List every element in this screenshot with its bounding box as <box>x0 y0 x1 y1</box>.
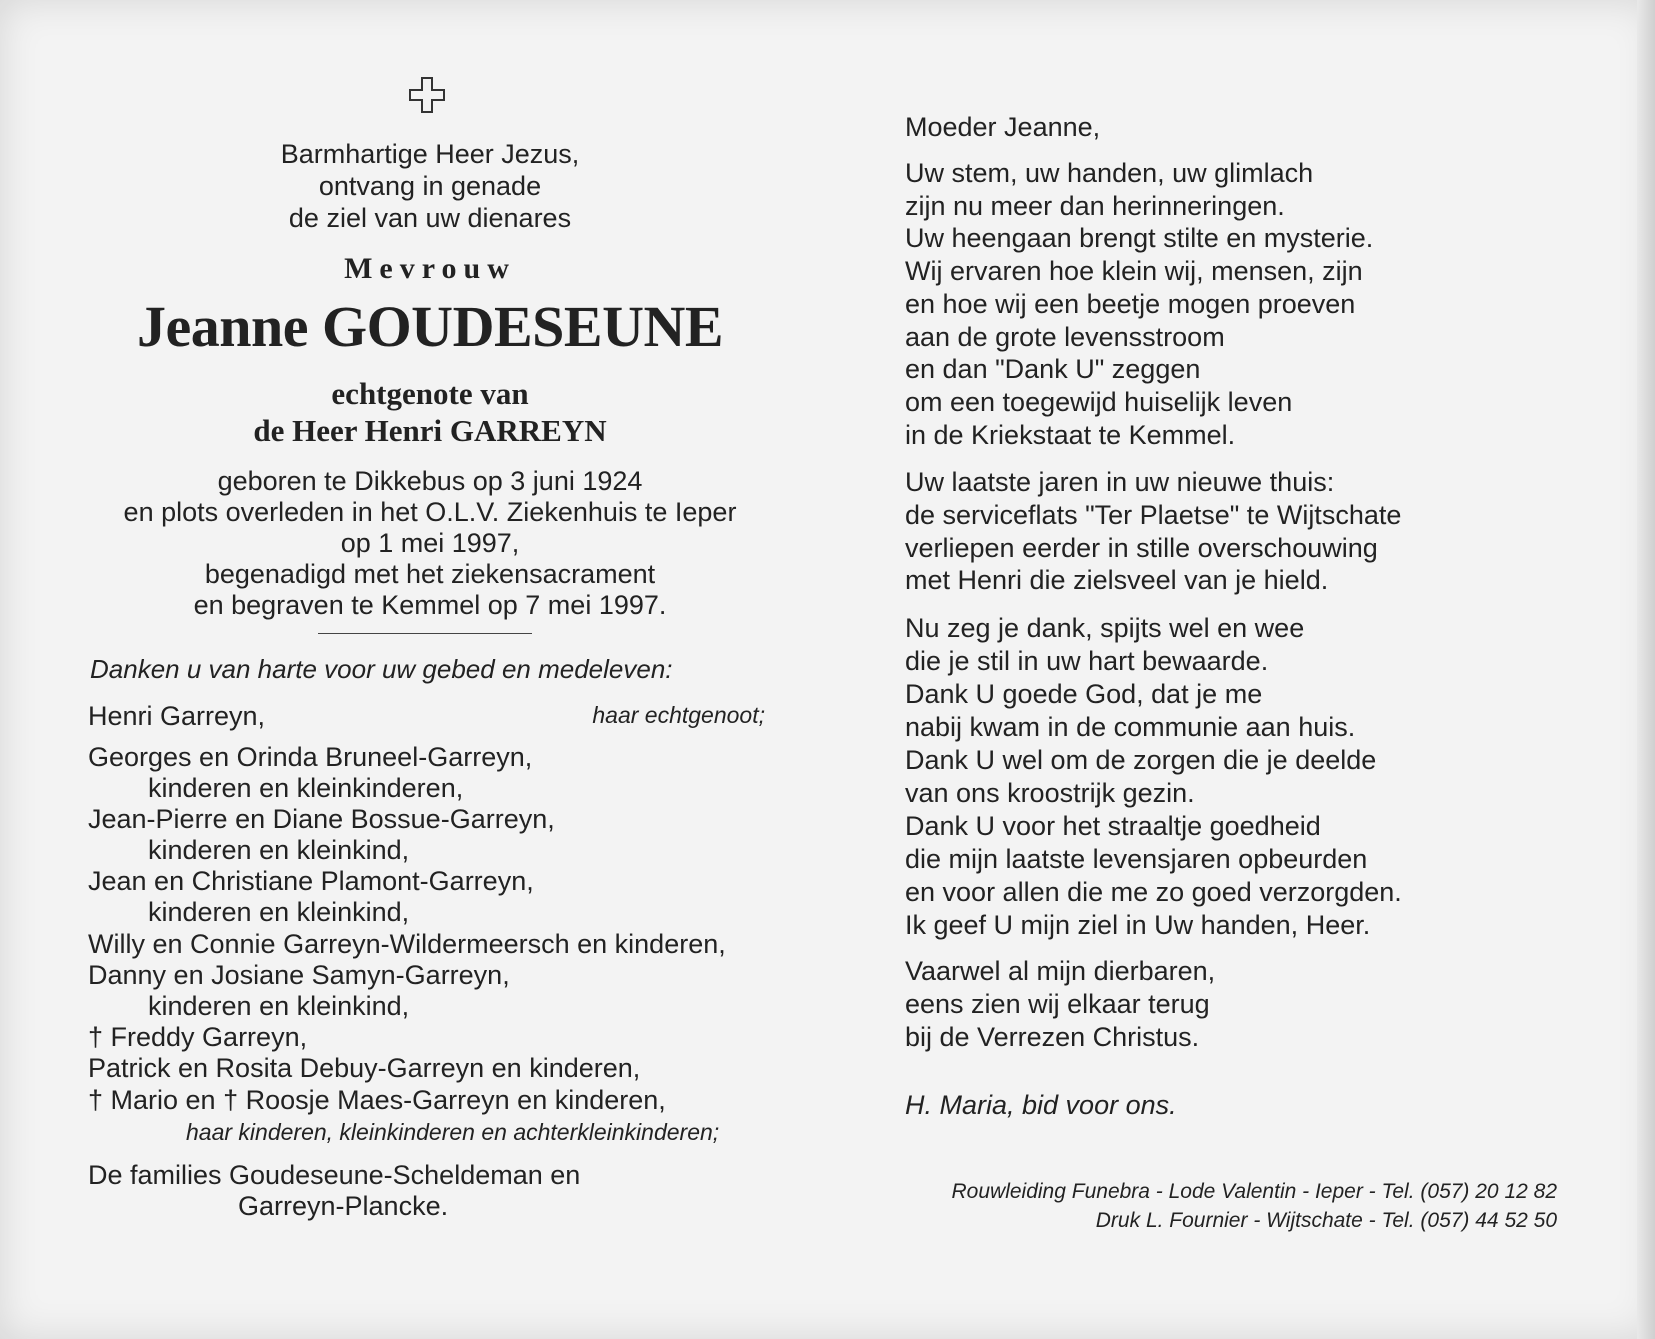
family-line: Danny en Josiane Samyn-Garreyn, <box>88 960 510 990</box>
cross-icon <box>407 75 447 115</box>
family-line: kinderen en kleinkind, <box>148 835 410 865</box>
biography <box>60 466 800 621</box>
divider <box>318 633 532 634</box>
family-line: Patrick en Rosita Debuy-Garreyn en kinderen, <box>88 1053 641 1083</box>
spouse-info <box>60 375 800 449</box>
family-line: Jean en Christiane Plamont-Garreyn, <box>88 866 534 896</box>
poem-line: Dank U wel om de zorgen die je deelde <box>905 745 1377 775</box>
husband-role: haar echtgenoot; <box>592 702 765 728</box>
families-line: Garreyn-Plancke. <box>238 1191 449 1221</box>
poem-line: in de Kriekstaat te Kemmel. <box>905 420 1236 450</box>
poem-line: en dan "Dank U" zeggen <box>905 354 1201 384</box>
poem-line: en hoe wij een beetje mogen proeven <box>905 289 1356 319</box>
bio-line: op 1 mei 1997, <box>340 528 520 558</box>
right-column <box>905 0 1625 1339</box>
poem-line: aan de grote levensstroom <box>905 322 1225 352</box>
poem-line: die je stil in uw hart bewaarde. <box>905 646 1269 676</box>
poem-line: van ons kroostrijk gezin. <box>905 778 1195 808</box>
family-line: Jean-Pierre en Diane Bossue-Garreyn, <box>88 804 555 834</box>
poem-line: met Henri die zielsveel van je hield. <box>905 565 1329 595</box>
poem-line: bij de Verrezen Christus. <box>905 1022 1200 1052</box>
credits <box>952 1177 1557 1235</box>
poem-line: nabij kwam in de communie aan huis. <box>905 712 1356 742</box>
prayer-line: Barmhartige Heer Jezus, <box>280 139 580 169</box>
prayer-line: de ziel van uw dienares <box>288 203 572 233</box>
family-line: Willy en Connie Garreyn-Wildermeersch en kinderen, <box>88 929 726 959</box>
poem-line: verliepen eerder in stille overschouwing <box>905 533 1378 563</box>
bio-line: geboren te Dikkebus op 3 juni 1924 <box>217 466 643 496</box>
bio-line: en plots overleden in het O.L.V. Ziekenhuis te Ieper <box>123 497 737 527</box>
poem-line: Wij ervaren hoe klein wij, mensen, zijn <box>905 256 1363 286</box>
poem-line: Dank U voor het straaltje goedheid <box>905 811 1321 841</box>
credit-line: Rouwleiding Funebra - Lode Valentin - Ieper - Tel. (057) 20 12 82 <box>951 1180 1557 1203</box>
closing-prayer: H. Maria, bid voor ons. <box>905 1090 1177 1120</box>
family-line: kinderen en kleinkinderen, <box>148 773 464 803</box>
bio-line: en begraven te Kemmel op 7 mei 1997. <box>193 590 667 620</box>
bio-line: begenadigd met het ziekensacrament <box>204 559 656 589</box>
family-line: † Mario en † Roosje Maes-Garreyn en kinderen, <box>88 1085 666 1115</box>
credit-line: Druk L. Fournier - Wijtschate - Tel. (057) 44 52 50 <box>1095 1209 1557 1232</box>
family-line: kinderen en kleinkind, <box>148 897 410 927</box>
poem-line: Uw heengaan brengt stilte en mysterie. <box>905 223 1374 253</box>
deceased-name: Jeanne GOUDESEUNE <box>136 294 724 359</box>
poem-line: Uw stem, uw handen, uw glimlach <box>905 158 1314 188</box>
poem-line: de serviceflats "Ter Plaetse" te Wijtschate <box>905 500 1402 530</box>
poem-line: die mijn laatste levensjaren opbeurden <box>905 844 1368 874</box>
poem-line: Dank U goede God, dat je me <box>905 679 1263 709</box>
spouse-line: de Heer Henri GARREYN <box>253 413 607 448</box>
poem-line: eens zien wij elkaar terug <box>905 989 1210 1019</box>
poem-line: Nu zeg je dank, spijts wel en wee <box>905 613 1305 643</box>
poem-line: Vaarwel al mijn dierbaren, <box>905 956 1216 986</box>
husband-name: Henri Garreyn, <box>88 701 266 731</box>
family-line: † Freddy Garreyn, <box>88 1022 308 1052</box>
prayer-line: ontvang in genade <box>318 171 542 201</box>
family-note: haar kinderen, kleinkinderen en achterkleinkinderen; <box>186 1119 720 1145</box>
poem-line: en voor allen die me zo goed verzorgden. <box>905 877 1402 907</box>
family-line: Georges en Orinda Bruneel-Garreyn, <box>88 742 533 772</box>
prayer-text <box>60 138 800 234</box>
poem-line: zijn nu meer dan herinneringen. <box>905 191 1285 221</box>
poem-line: Uw laatste jaren in uw nieuwe thuis: <box>905 467 1335 497</box>
honorific: Mevrouw <box>344 252 516 285</box>
thanks-text: Danken u van harte voor uw gebed en medeleven: <box>90 654 673 684</box>
family-line: kinderen en kleinkind, <box>148 991 410 1021</box>
poem-line: om een toegewijd huiselijk leven <box>905 387 1293 417</box>
poem-line: Ik geef U mijn ziel in Uw handen, Heer. <box>905 910 1371 940</box>
poem-line: Moeder Jeanne, <box>905 112 1101 142</box>
families-line: De families Goudeseune-Scheldeman en <box>88 1160 581 1190</box>
extended-families <box>88 1160 580 1222</box>
spouse-line: echtgenote van <box>331 376 529 411</box>
